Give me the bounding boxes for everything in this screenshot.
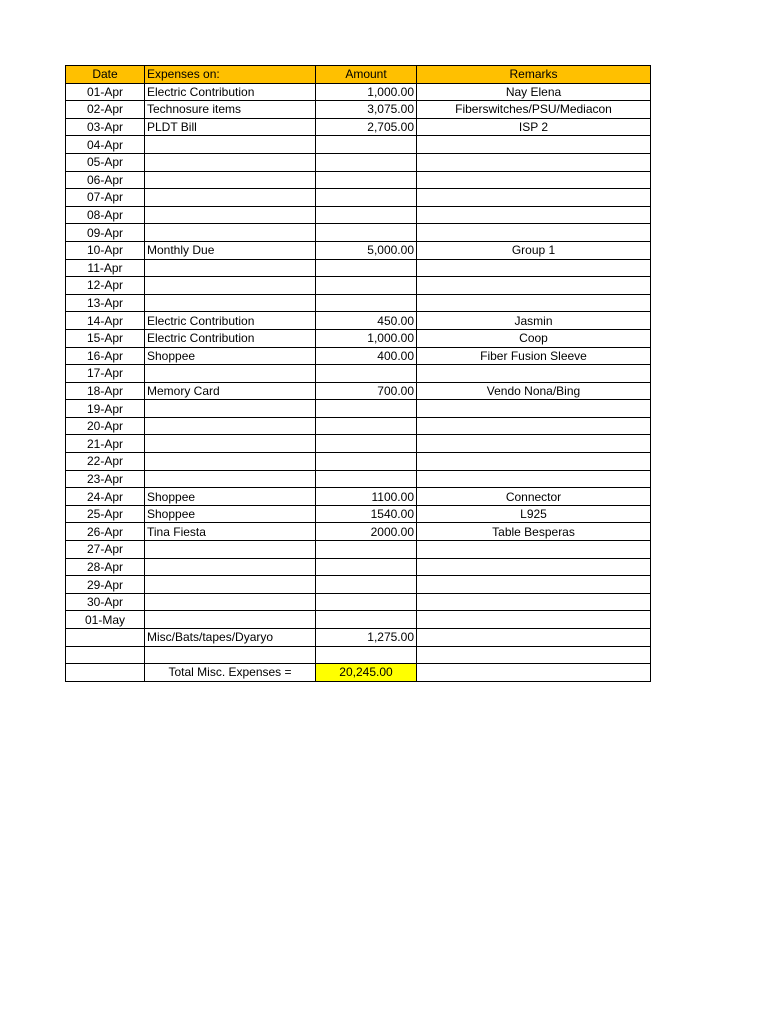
- remarks-cell[interactable]: [417, 153, 651, 171]
- table-row: [66, 470, 651, 488]
- remarks-cell[interactable]: Connector: [417, 488, 651, 506]
- remarks-cell[interactable]: [417, 136, 651, 154]
- table-row: [66, 453, 651, 471]
- remarks-cell[interactable]: [417, 646, 651, 664]
- table-row: [66, 312, 651, 330]
- date-cell[interactable]: 17-Apr: [66, 365, 145, 383]
- remarks-cell[interactable]: Group 1: [417, 241, 651, 259]
- remarks-cell[interactable]: [417, 629, 651, 647]
- expense-cell[interactable]: Monthly Due: [145, 241, 316, 259]
- remarks-cell[interactable]: Table Besperas: [417, 523, 651, 541]
- amount-cell[interactable]: 450.00: [316, 312, 417, 330]
- expense-cell[interactable]: [145, 171, 316, 189]
- date-cell[interactable]: 01-Apr: [66, 83, 145, 101]
- expense-cell[interactable]: [145, 453, 316, 471]
- amount-cell[interactable]: 1100.00: [316, 488, 417, 506]
- date-cell[interactable]: 15-Apr: [66, 329, 145, 347]
- expense-cell[interactable]: Technosure items: [145, 101, 316, 119]
- expense-cell[interactable]: Shoppee: [145, 347, 316, 365]
- table-row: [66, 136, 651, 154]
- date-cell[interactable]: 29-Apr: [66, 576, 145, 594]
- total-empty-cell[interactable]: [66, 664, 145, 682]
- table-row: [66, 505, 651, 523]
- amount-cell[interactable]: [316, 206, 417, 224]
- date-cell[interactable]: 20-Apr: [66, 417, 145, 435]
- amount-cell[interactable]: [316, 153, 417, 171]
- remarks-cell[interactable]: Vendo Nona/Bing: [417, 382, 651, 400]
- date-cell[interactable]: 13-Apr: [66, 294, 145, 312]
- remarks-cell[interactable]: [417, 453, 651, 471]
- remarks-cell[interactable]: L925: [417, 505, 651, 523]
- date-cell[interactable]: 25-Apr: [66, 505, 145, 523]
- remarks-cell[interactable]: Nay Elena: [417, 83, 651, 101]
- remarks-cell[interactable]: Fiber Fusion Sleeve: [417, 347, 651, 365]
- date-cell[interactable]: 16-Apr: [66, 347, 145, 365]
- remarks-cell[interactable]: [417, 171, 651, 189]
- table-row: [66, 118, 651, 136]
- table-row: [66, 224, 651, 242]
- expense-cell[interactable]: [145, 541, 316, 559]
- date-cell[interactable]: 03-Apr: [66, 118, 145, 136]
- date-cell[interactable]: 23-Apr: [66, 470, 145, 488]
- expense-cell[interactable]: [145, 611, 316, 629]
- amount-cell[interactable]: 1,000.00: [316, 83, 417, 101]
- table-row: [66, 101, 651, 119]
- amount-cell[interactable]: 1,000.00: [316, 329, 417, 347]
- header-amount[interactable]: Amount: [316, 66, 417, 84]
- date-cell[interactable]: [66, 629, 145, 647]
- expense-cell[interactable]: [145, 558, 316, 576]
- header-row: [66, 66, 651, 84]
- amount-cell[interactable]: [316, 593, 417, 611]
- remarks-cell[interactable]: [417, 470, 651, 488]
- date-cell[interactable]: 12-Apr: [66, 277, 145, 295]
- table-row: [66, 629, 651, 647]
- date-cell[interactable]: 06-Apr: [66, 171, 145, 189]
- total-remarks-cell[interactable]: [417, 664, 651, 682]
- date-cell[interactable]: 24-Apr: [66, 488, 145, 506]
- expense-cell[interactable]: [145, 400, 316, 418]
- table-row: [66, 347, 651, 365]
- amount-cell[interactable]: [316, 277, 417, 295]
- remarks-cell[interactable]: [417, 189, 651, 207]
- expense-cell[interactable]: [145, 593, 316, 611]
- table-row: [66, 611, 651, 629]
- expense-cell[interactable]: [145, 470, 316, 488]
- expense-cell[interactable]: [145, 435, 316, 453]
- expense-cell[interactable]: Electric Contribution: [145, 83, 316, 101]
- table-row: [66, 646, 651, 664]
- amount-cell[interactable]: [316, 453, 417, 471]
- amount-cell[interactable]: [316, 646, 417, 664]
- expense-cell[interactable]: [145, 646, 316, 664]
- date-cell[interactable]: 11-Apr: [66, 259, 145, 277]
- total-label[interactable]: Total Misc. Expenses =: [145, 664, 316, 682]
- date-cell[interactable]: 21-Apr: [66, 435, 145, 453]
- expense-cell[interactable]: Electric Contribution: [145, 329, 316, 347]
- remarks-cell[interactable]: [417, 435, 651, 453]
- remarks-cell[interactable]: [417, 224, 651, 242]
- table-row: [66, 83, 651, 101]
- date-cell[interactable]: 18-Apr: [66, 382, 145, 400]
- amount-cell[interactable]: [316, 400, 417, 418]
- table-row: [66, 593, 651, 611]
- table-row: [66, 541, 651, 559]
- amount-cell[interactable]: 5,000.00: [316, 241, 417, 259]
- expense-cell[interactable]: [145, 224, 316, 242]
- amount-cell[interactable]: [316, 611, 417, 629]
- amount-cell[interactable]: [316, 224, 417, 242]
- remarks-cell[interactable]: Coop: [417, 329, 651, 347]
- amount-cell[interactable]: 2000.00: [316, 523, 417, 541]
- expense-cell[interactable]: [145, 576, 316, 594]
- expense-cell[interactable]: Misc/Bats/tapes/Dyaryo: [145, 629, 316, 647]
- expense-cell[interactable]: Memory Card: [145, 382, 316, 400]
- remarks-cell[interactable]: [417, 259, 651, 277]
- amount-cell[interactable]: [316, 541, 417, 559]
- amount-cell[interactable]: 2,705.00: [316, 118, 417, 136]
- table-row: [66, 277, 651, 295]
- remarks-cell[interactable]: [417, 611, 651, 629]
- remarks-cell[interactable]: [417, 417, 651, 435]
- remarks-cell[interactable]: [417, 558, 651, 576]
- expense-cell[interactable]: Electric Contribution: [145, 312, 316, 330]
- expense-cell[interactable]: [145, 294, 316, 312]
- remarks-cell[interactable]: [417, 593, 651, 611]
- header-expenses[interactable]: Expenses on:: [145, 66, 316, 84]
- date-cell[interactable]: 22-Apr: [66, 453, 145, 471]
- expense-cell[interactable]: [145, 206, 316, 224]
- expense-cell[interactable]: Tina Fiesta: [145, 523, 316, 541]
- table-row: [66, 382, 651, 400]
- date-cell[interactable]: 07-Apr: [66, 189, 145, 207]
- expense-cell[interactable]: Shoppee: [145, 505, 316, 523]
- date-cell[interactable]: 05-Apr: [66, 153, 145, 171]
- table-row: [66, 329, 651, 347]
- expense-cell[interactable]: [145, 417, 316, 435]
- date-cell[interactable]: 26-Apr: [66, 523, 145, 541]
- amount-cell[interactable]: [316, 259, 417, 277]
- expense-cell[interactable]: [145, 153, 316, 171]
- remarks-cell[interactable]: [417, 541, 651, 559]
- table-row: [66, 153, 651, 171]
- date-cell[interactable]: 01-May: [66, 611, 145, 629]
- amount-cell[interactable]: [316, 294, 417, 312]
- header-date[interactable]: Date: [66, 66, 145, 84]
- date-cell[interactable]: 28-Apr: [66, 558, 145, 576]
- expense-cell[interactable]: Shoppee: [145, 488, 316, 506]
- amount-cell[interactable]: [316, 558, 417, 576]
- amount-cell[interactable]: 700.00: [316, 382, 417, 400]
- amount-cell[interactable]: 400.00: [316, 347, 417, 365]
- date-cell[interactable]: 14-Apr: [66, 312, 145, 330]
- table-row: [66, 171, 651, 189]
- table-row: [66, 365, 651, 383]
- date-cell[interactable]: 10-Apr: [66, 241, 145, 259]
- table-row: [66, 206, 651, 224]
- table-row: [66, 241, 651, 259]
- table-row: [66, 558, 651, 576]
- date-cell[interactable]: 19-Apr: [66, 400, 145, 418]
- table-row: [66, 189, 651, 207]
- amount-cell[interactable]: 1,275.00: [316, 629, 417, 647]
- table-row: [66, 417, 651, 435]
- amount-cell[interactable]: [316, 136, 417, 154]
- date-cell[interactable]: 08-Apr: [66, 206, 145, 224]
- expense-cell[interactable]: [145, 259, 316, 277]
- remarks-cell[interactable]: [417, 294, 651, 312]
- table-row: [66, 259, 651, 277]
- amount-cell[interactable]: [316, 365, 417, 383]
- expense-cell[interactable]: [145, 136, 316, 154]
- remarks-cell[interactable]: [417, 576, 651, 594]
- date-cell[interactable]: 30-Apr: [66, 593, 145, 611]
- date-cell[interactable]: 27-Apr: [66, 541, 145, 559]
- expense-cell[interactable]: [145, 189, 316, 207]
- date-cell[interactable]: [66, 646, 145, 664]
- date-cell[interactable]: 04-Apr: [66, 136, 145, 154]
- total-row: [66, 664, 651, 682]
- table-row: [66, 400, 651, 418]
- table-row: [66, 435, 651, 453]
- amount-cell[interactable]: 3,075.00: [316, 101, 417, 119]
- table-row: [66, 294, 651, 312]
- expense-cell[interactable]: [145, 365, 316, 383]
- remarks-cell[interactable]: [417, 365, 651, 383]
- amount-cell[interactable]: [316, 435, 417, 453]
- table-row: [66, 523, 651, 541]
- amount-cell[interactable]: [316, 189, 417, 207]
- remarks-cell[interactable]: Jasmin: [417, 312, 651, 330]
- table-row: [66, 576, 651, 594]
- amount-cell[interactable]: [316, 576, 417, 594]
- remarks-cell[interactable]: [417, 206, 651, 224]
- expense-cell[interactable]: [145, 277, 316, 295]
- amount-cell[interactable]: [316, 417, 417, 435]
- amount-cell[interactable]: 1540.00: [316, 505, 417, 523]
- remarks-cell[interactable]: [417, 277, 651, 295]
- total-value[interactable]: 20,245.00: [316, 664, 417, 682]
- date-cell[interactable]: 09-Apr: [66, 224, 145, 242]
- date-cell[interactable]: 02-Apr: [66, 101, 145, 119]
- expenses-table: [65, 65, 651, 682]
- header-remarks[interactable]: Remarks: [417, 66, 651, 84]
- amount-cell[interactable]: [316, 171, 417, 189]
- remarks-cell[interactable]: [417, 400, 651, 418]
- table-row: [66, 488, 651, 506]
- expense-cell[interactable]: PLDT Bill: [145, 118, 316, 136]
- remarks-cell[interactable]: Fiberswitches/PSU/Mediacon: [417, 101, 651, 119]
- amount-cell[interactable]: [316, 470, 417, 488]
- remarks-cell[interactable]: ISP 2: [417, 118, 651, 136]
